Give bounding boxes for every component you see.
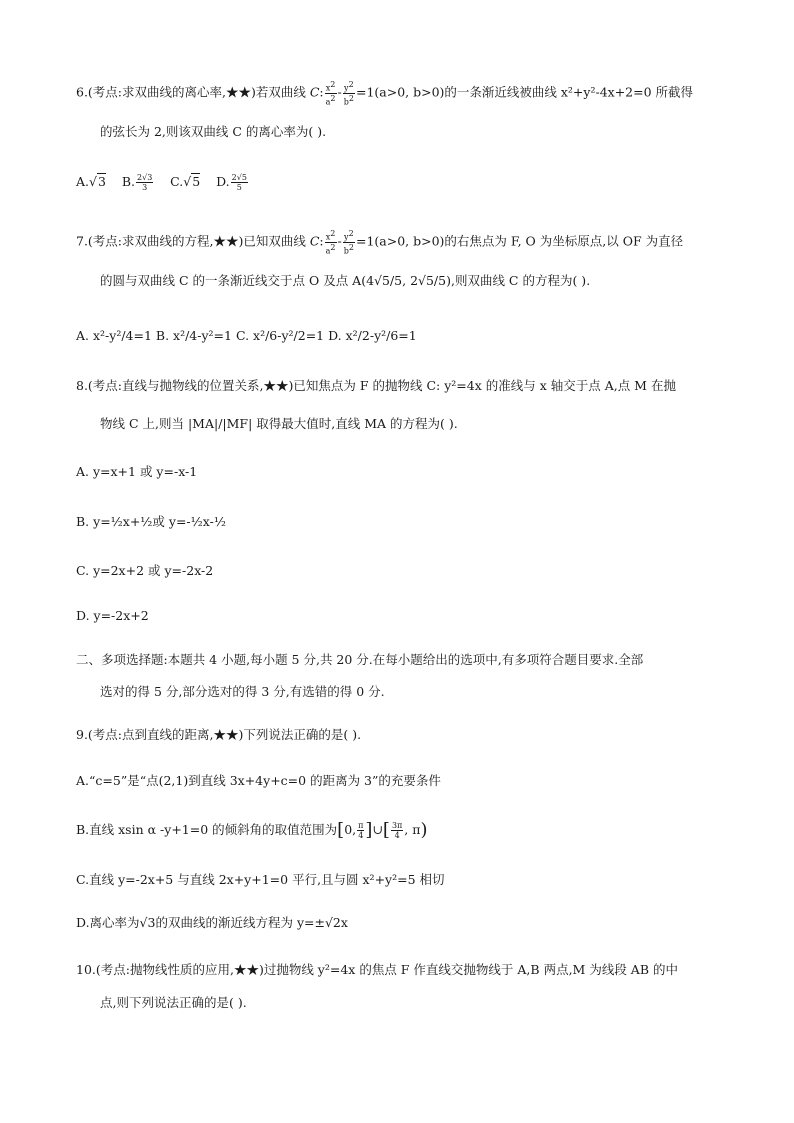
q7-line1: 7.(考点:求双曲线的方程,★★)已知双曲线 C: $\frac{x^2}{a^2}$ - $\frac{y^2}{b^2}$ =1(a>0, b>0)的右焦点为 F, O 为坐标原点,以 OF 为直径 <box>76 229 684 256</box>
q9-option-c: C.直线 y=-2x+5 与直线 2x+y+1=0 平行,且与圆 x²+y²=5 相切 <box>76 872 445 887</box>
q9-option-a: A.“c=5”是“点(2,1)到直线 3x+4y+c=0 的距离为 3”的充要条件 <box>76 773 441 788</box>
q7-options: A. x²-y²/4=1 B. x²/4-y²=1 C. x²/6-y²/2=1 D. x²/2-y²/6=1 <box>76 328 417 343</box>
q8-option-a: A. y=x+1 或 y=-x-1 <box>76 464 198 479</box>
q6-line2: 的弦长为 2,则该双曲线 C 的离心率为( ). <box>100 124 327 139</box>
q8-line1: 8.(考点:直线与抛物线的位置关系,★★)已知焦点为 F 的抛物线 C: y²=4x 的准线与 x 轴交于点 A,点 M 在抛 <box>76 378 676 393</box>
q6-line1: 6.(考点:求双曲线的离心率,★★)若双曲线 C: $\frac{x^2}{a^2}$ - $\frac{y^2}{b^2}$ =1(a>0, b>0)的一条渐近线被曲线 x²+y²-4x+2=0 所截得 <box>76 80 694 107</box>
q10-line2: 点,则下列说法正确的是( ). <box>100 995 247 1010</box>
q9-option-d: D.离心率为√3的双曲线的渐近线方程为 y=±√2x <box>76 915 348 930</box>
section2-line1: 二、多项选择题:本题共 4 小题,每小题 5 分,共 20 分.在每小题给出的选项中,有多项符合题目要求.全部 <box>76 652 644 667</box>
q8-option-c: C. y=2x+2 或 y=-2x-2 <box>76 563 214 578</box>
section2-line2: 选对的得 5 分,部分选对的得 3 分,有选错的得 0 分. <box>100 684 385 699</box>
q10-line1: 10.(考点:抛物线性质的应用,★★)过抛物线 y²=4x 的焦点 F 作直线交抛物线于 A,B 两点,M 为线段 AB 的中 <box>76 962 678 977</box>
q9-option-b: B.直线 xsin α -y+1=0 的倾斜角的取值范围为[0, $\frac{\pi}{4}$ ]∪[ $\frac{3\pi}{4}$ , π) <box>76 819 428 841</box>
q8-option-b: B. y=½x+½或 y=-½x-½ <box>76 514 226 529</box>
q8-line2: 物线 C 上,则当 |MA|/|MF| 取得最大值时,直线 MA 的方程为( ). <box>100 416 458 431</box>
q9-stem: 9.(考点:点到直线的距离,★★)下列说法正确的是( ). <box>76 727 362 742</box>
q7-line2: 的圆与双曲线 C 的一条渐近线交于点 O 及点 A(4√5/5, 2√5/5),则双曲线 C 的方程为( ). <box>100 273 591 288</box>
q8-option-d: D. y=-2x+2 <box>76 608 149 623</box>
q6-options: A.√3 B. $\frac{2√3}{3}$ C.√5 D. $\frac{2√5}{5}$ <box>76 173 247 192</box>
